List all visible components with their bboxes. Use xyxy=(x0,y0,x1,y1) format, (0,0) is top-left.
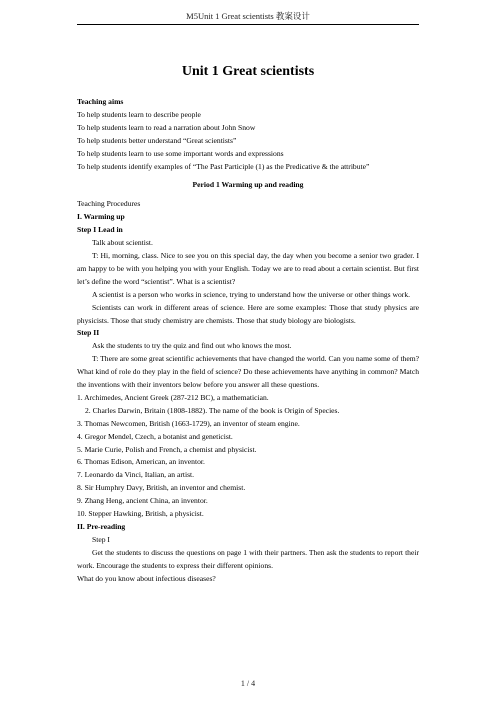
paragraph: Ask the students to try the quiz and find out who knows the most. xyxy=(92,341,292,351)
step-heading: Step II xyxy=(77,328,100,338)
aim-item: To help students learn to describe people xyxy=(77,109,201,119)
list-item: 7. Leonardo da Vinci, Italian, an artist. xyxy=(77,470,195,480)
paragraph: Talk about scientist. xyxy=(92,238,153,248)
header-rule xyxy=(77,24,419,25)
list-item: 9. Zhang Heng, ancient China, an inventor. xyxy=(77,496,208,506)
list-item: 4. Gregor Mendel, Czech, a botanist and geneticist. xyxy=(77,431,233,441)
list-item: 10. Stepper Hawking, British, a physicist. xyxy=(77,509,204,519)
teaching-aims-heading: Teaching aims xyxy=(77,97,124,106)
page-number: 1 / 4 xyxy=(240,679,256,688)
list-item: 3. Thomas Newcomen, British (1663-1729), an inventor of steam engine. xyxy=(77,418,300,428)
paragraph: Get the students to discuss the questions on page 1 with their partners. Then ask the students to report their work. Encourage the students to express their different opinions. xyxy=(77,547,419,570)
page-header: M5Unit 1 Great scientists 教案设计 xyxy=(186,11,310,21)
paragraph: T: There are some great scientific achievements that have changed the world. Can you name some of them? What kind of role do they play in the field of science? Do these achievements have anything in common? Match the inventions with their inventors below before you answer all these questions. xyxy=(77,354,419,390)
aim-item: To help students identify examples of “The Past Participle (1) as the Predicative & the attribute” xyxy=(77,161,370,171)
procedures-heading: Teaching Procedures xyxy=(77,199,141,209)
list-item: 8. Sir Humphry Davy, British, an inventor and chemist. xyxy=(77,483,246,493)
warming-up-heading: I. Warming up xyxy=(77,212,125,222)
aim-item: To help students better understand “Great scientists” xyxy=(77,135,237,145)
list-item: 5. Marie Curie, Polish and French, a chemist and physicist. xyxy=(77,444,257,454)
document-body xyxy=(77,62,419,586)
aim-item: To help students learn to use some important words and expressions xyxy=(77,148,284,158)
paragraph: T: Hi, morning, class. Nice to see you on this special day, the day when you become a senior two grader. I am happy to be with you helping you with your English. Today we are to read about a certain scientist. But first let’s define the word “scientist”. What is a scientist? xyxy=(77,250,419,286)
aim-item: To help students learn to read a narration about John Snow xyxy=(77,122,256,132)
step-heading: Step I xyxy=(92,534,110,544)
document-title: Unit 1 Great scientists xyxy=(181,64,315,79)
list-item: 1. Archimedes, Ancient Greek (287-212 BC), a mathematician. xyxy=(77,392,269,402)
paragraph: Scientists can work in different areas of science. Here are some examples: Those that study physics are physicists. Those that study chemistry are chemists. Those that study biology are biologists. xyxy=(77,302,419,325)
step-heading: Step I Lead in xyxy=(77,225,123,235)
list-item: 6. Thomas Edison, American, an inventor. xyxy=(77,457,205,467)
paragraph: What do you know about infectious diseases? xyxy=(77,573,216,583)
pre-reading-heading: II. Pre-reading xyxy=(77,522,126,531)
period-heading: Period 1 Warming up and reading xyxy=(192,180,304,190)
paragraph: A scientist is a person who works in science, trying to understand how the universe or other things work. xyxy=(92,289,411,299)
list-item: 2. Charles Darwin, Britain (1808-1882). The name of the book is Origin of Species. xyxy=(85,405,340,415)
